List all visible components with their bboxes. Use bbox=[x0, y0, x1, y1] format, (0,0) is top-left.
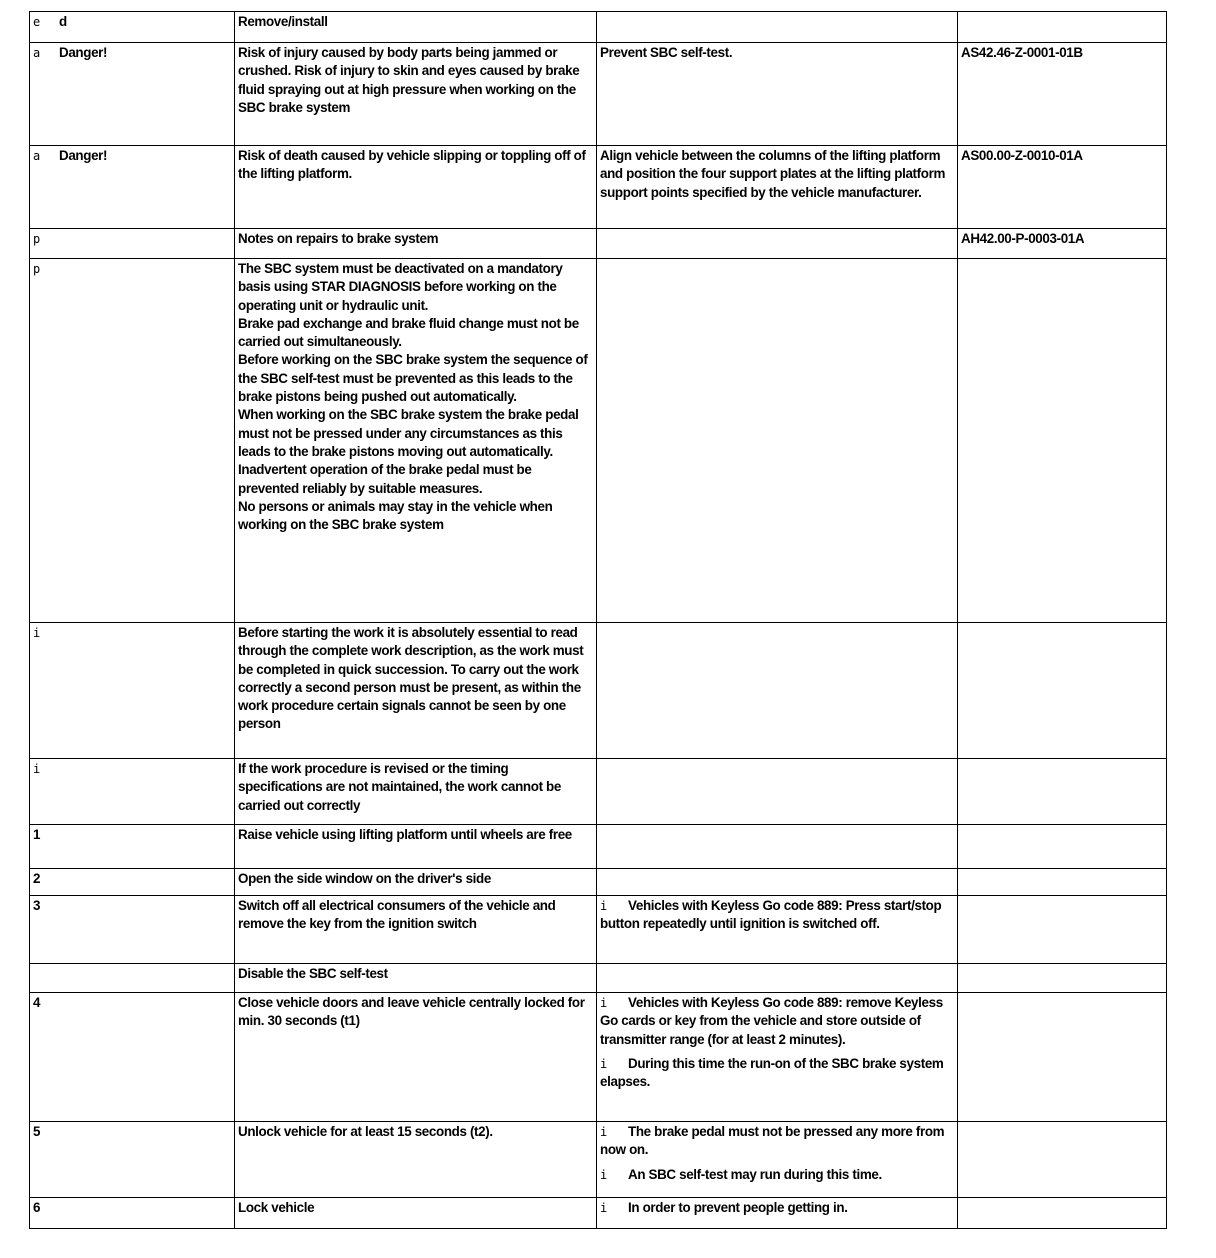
step-label: 3 bbox=[33, 898, 41, 913]
notes-cell bbox=[597, 759, 958, 825]
notes-cell bbox=[597, 869, 958, 896]
step-symbol: i bbox=[33, 762, 40, 776]
step-symbol: p bbox=[33, 262, 40, 276]
description-cell bbox=[235, 869, 597, 896]
step-cell bbox=[30, 825, 235, 869]
step-symbol: a bbox=[33, 149, 40, 163]
step-cell bbox=[30, 759, 235, 825]
description-text: Switch off all electrical consumers of the vehicle and remove the key from the ignition switch bbox=[238, 898, 556, 932]
table-row bbox=[30, 896, 1167, 964]
table-row bbox=[30, 993, 1167, 1122]
note-text: In order to prevent people getting in. bbox=[628, 1200, 848, 1215]
note-item bbox=[600, 994, 954, 1049]
note-item bbox=[600, 147, 954, 202]
note-text: Vehicles with Keyless Go code 889: remove Keyless Go cards or key from the vehicle and store outside of transmitter range (for at least 2 minutes). bbox=[600, 995, 943, 1047]
notes-cell bbox=[597, 259, 958, 623]
step-cell bbox=[30, 146, 235, 229]
step-label: 2 bbox=[33, 871, 41, 886]
table-row bbox=[30, 12, 1167, 43]
reference-cell bbox=[958, 869, 1167, 896]
step-label: Danger! bbox=[59, 45, 108, 60]
description-text: Open the side window on the driver's side bbox=[238, 871, 491, 886]
reference-code: AS00.00-Z-0010-01A bbox=[961, 148, 1083, 163]
description-cell bbox=[235, 896, 597, 964]
description-cell bbox=[235, 993, 597, 1122]
description-text: Unlock vehicle for at least 15 seconds (t2). bbox=[238, 1124, 493, 1139]
step-label: 5 bbox=[33, 1124, 41, 1139]
step-label: 6 bbox=[33, 1200, 41, 1215]
reference-cell bbox=[958, 1198, 1167, 1229]
note-item bbox=[600, 1199, 954, 1217]
step-cell bbox=[30, 1122, 235, 1198]
reference-cell bbox=[958, 896, 1167, 964]
step-cell bbox=[30, 623, 235, 759]
note-text: Align vehicle between the columns of the lifting platform and position the four support plates at the lifting platform support points specified by the vehicle manufacturer. bbox=[600, 148, 946, 200]
description-text: Risk of death caused by vehicle slipping or toppling off of the lifting platform. bbox=[238, 148, 586, 182]
description-text: No persons or animals may stay in the vehicle when working on the SBC brake system bbox=[238, 498, 553, 533]
step-cell bbox=[30, 43, 235, 146]
note-text: Prevent SBC self-test. bbox=[600, 45, 733, 60]
reference-cell bbox=[958, 43, 1167, 146]
note-item bbox=[600, 44, 954, 62]
info-icon: i bbox=[600, 1167, 607, 1182]
table-row bbox=[30, 1122, 1167, 1198]
table-row bbox=[30, 43, 1167, 146]
reference-cell bbox=[958, 229, 1167, 259]
notes-cell bbox=[597, 1198, 958, 1229]
notes-cell bbox=[597, 896, 958, 964]
notes-cell bbox=[597, 825, 958, 869]
note-text: The brake pedal must not be pressed any more from now on. bbox=[600, 1124, 945, 1158]
notes-cell bbox=[597, 12, 958, 43]
description-text: Disable the SBC self-test bbox=[238, 966, 388, 981]
description-cell bbox=[235, 229, 597, 259]
step-cell bbox=[30, 993, 235, 1122]
reference-cell bbox=[958, 146, 1167, 229]
description-cell bbox=[235, 12, 597, 43]
step-symbol: i bbox=[33, 626, 40, 640]
info-icon: i bbox=[600, 1056, 607, 1071]
reference-code: AH42.00-P-0003-01A bbox=[961, 231, 1085, 246]
description-cell bbox=[235, 1122, 597, 1198]
description-text: Close vehicle doors and leave vehicle centrally locked for min. 30 seconds (t1) bbox=[238, 995, 585, 1029]
reference-code: AS42.46-Z-0001-01B bbox=[961, 45, 1083, 60]
description-cell bbox=[235, 759, 597, 825]
table-row bbox=[30, 229, 1167, 259]
step-cell bbox=[30, 964, 235, 993]
description-text: Raise vehicle using lifting platform until wheels are free bbox=[238, 827, 572, 842]
description-cell bbox=[235, 259, 597, 623]
step-label: 1 bbox=[33, 827, 41, 842]
info-icon: i bbox=[600, 1125, 607, 1139]
procedure-table bbox=[29, 11, 1167, 1229]
info-icon: i bbox=[600, 899, 607, 913]
note-item bbox=[600, 1123, 954, 1160]
info-icon: i bbox=[600, 1201, 607, 1215]
step-cell bbox=[30, 869, 235, 896]
description-text: When working on the SBC brake system the brake pedal must not be pressed under any circumstances as this leads to the brake pistons moving out automatically. bbox=[238, 407, 579, 459]
step-cell bbox=[30, 1198, 235, 1229]
notes-cell bbox=[597, 993, 958, 1122]
reference-cell bbox=[958, 993, 1167, 1122]
table-row bbox=[30, 825, 1167, 869]
note-item bbox=[600, 897, 954, 934]
description-cell bbox=[235, 43, 597, 146]
reference-cell bbox=[958, 1122, 1167, 1198]
description-cell bbox=[235, 1198, 597, 1229]
step-cell bbox=[30, 896, 235, 964]
reference-cell bbox=[958, 964, 1167, 993]
note-text: Vehicles with Keyless Go code 889: Press start/stop button repeatedly until ignition is switched off. bbox=[600, 898, 942, 932]
description-text: Risk of injury caused by body parts being jammed or crushed. Risk of injury to skin and eyes caused by brake fluid spraying out at high pressure when working on the SBC brake system bbox=[238, 45, 580, 115]
description-text: Before starting the work it is absolutely essential to read through the complete work description, as the work must be completed in quick succession. To carry out the work correctly a second person must be present, as within the work procedure certain signals cannot be seen by one person bbox=[238, 625, 584, 732]
description-text: Notes on repairs to brake system bbox=[238, 231, 439, 246]
table-row bbox=[30, 146, 1167, 229]
description-cell bbox=[235, 623, 597, 759]
step-symbol: e bbox=[33, 15, 40, 29]
reference-cell bbox=[958, 623, 1167, 759]
notes-cell bbox=[597, 229, 958, 259]
step-label: d bbox=[59, 14, 67, 29]
info-icon: i bbox=[600, 996, 607, 1010]
note-item bbox=[600, 1055, 954, 1092]
notes-cell bbox=[597, 964, 958, 993]
notes-cell bbox=[597, 623, 958, 759]
table-row bbox=[30, 964, 1167, 993]
description-text: Brake pad exchange and brake fluid change must not be carried out simultaneously. bbox=[238, 315, 579, 350]
notes-cell bbox=[597, 43, 958, 146]
description-text: Lock vehicle bbox=[238, 1200, 315, 1215]
step-label: Danger! bbox=[59, 148, 108, 163]
description-text: The SBC system must be deactivated on a mandatory basis using STAR DIAGNOSIS before working on the operating unit or hydraulic unit. bbox=[238, 261, 563, 313]
description-cell bbox=[235, 964, 597, 993]
step-symbol: a bbox=[33, 46, 40, 60]
notes-cell bbox=[597, 146, 958, 229]
reference-cell bbox=[958, 759, 1167, 825]
note-text: During this time the run-on of the SBC brake system elapses. bbox=[600, 1055, 944, 1090]
description-text: Remove/install bbox=[238, 14, 328, 29]
description-cell bbox=[235, 825, 597, 869]
table-row bbox=[30, 759, 1167, 825]
note-text: An SBC self-test may run during this time. bbox=[628, 1166, 882, 1182]
note-item bbox=[600, 1166, 954, 1184]
reference-cell bbox=[958, 825, 1167, 869]
step-cell bbox=[30, 259, 235, 623]
step-symbol: p bbox=[33, 232, 40, 246]
table-row bbox=[30, 623, 1167, 759]
notes-cell bbox=[597, 1122, 958, 1198]
table-row bbox=[30, 259, 1167, 623]
description-text: If the work procedure is revised or the timing specifications are not maintained, the work cannot be carried out correctly bbox=[238, 761, 561, 813]
description-text: Inadvertent operation of the brake pedal must be prevented reliably by suitable measures. bbox=[238, 462, 532, 496]
table-row bbox=[30, 1198, 1167, 1229]
reference-cell bbox=[958, 12, 1167, 43]
table-row bbox=[30, 869, 1167, 896]
description-cell bbox=[235, 146, 597, 229]
reference-cell bbox=[958, 259, 1167, 623]
step-label: 4 bbox=[33, 995, 41, 1010]
description-text: Before working on the SBC brake system the sequence of the SBC self-test must be prevented as this leads to the brake pistons being pushed out automatically. bbox=[238, 352, 588, 405]
step-cell bbox=[30, 12, 235, 43]
step-cell bbox=[30, 229, 235, 259]
